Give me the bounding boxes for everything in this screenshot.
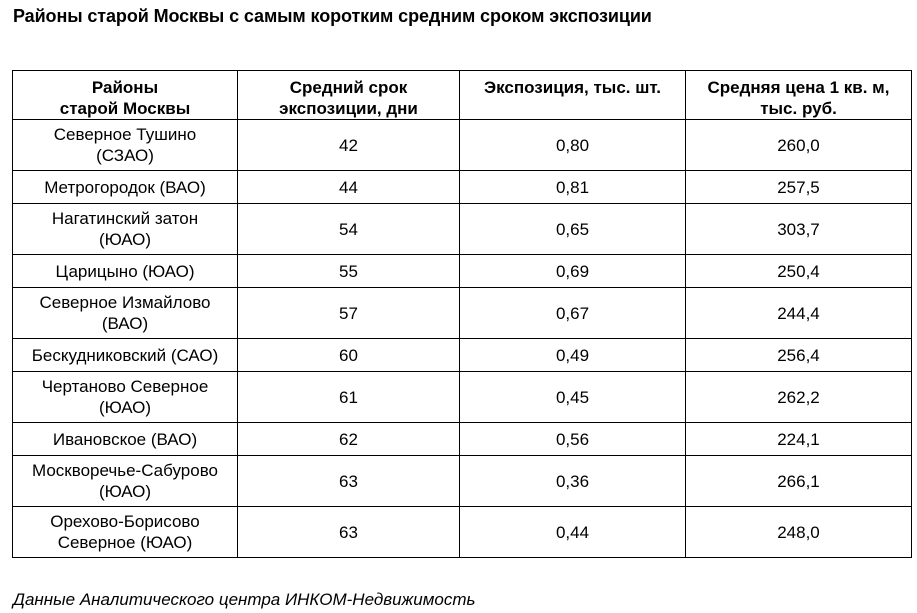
cell-days: 63: [238, 456, 460, 507]
district-line1: Северное Измайлово: [39, 293, 211, 312]
district-line2: (СЗАО): [96, 146, 154, 165]
table-row: [13, 423, 912, 456]
cell-price: 256,4: [686, 339, 912, 372]
cell-price: 248,0: [686, 507, 912, 558]
cell-days: 44: [238, 171, 460, 204]
district-line2: (ЮАО): [98, 398, 152, 417]
table-row: [13, 339, 912, 372]
header-price: [686, 71, 912, 120]
cell-price: 244,4: [686, 288, 912, 339]
header-exposure: [460, 71, 686, 120]
district-line2: (ЮАО): [98, 230, 152, 249]
cell-exposure: 0,44: [460, 507, 686, 558]
cell-days: 57: [238, 288, 460, 339]
header-price-line1: Средняя цена 1 кв. м,: [707, 78, 890, 97]
cell-days: 55: [238, 255, 460, 288]
cell-days: 42: [238, 120, 460, 171]
header-district-line2: старой Москвы: [59, 99, 191, 118]
table-row: [13, 255, 912, 288]
cell-exposure: 0,69: [460, 255, 686, 288]
district-line1: Чертаново Северное: [41, 377, 209, 396]
cell-exposure: 0,56: [460, 423, 686, 456]
header-days-line2: экспозиции, дни: [279, 99, 418, 118]
table-row: [13, 120, 912, 171]
cell-days: 62: [238, 423, 460, 456]
page-title: Районы старой Москвы с самым коротким средним сроком экспозиции: [13, 6, 652, 26]
cell-price: 262,2: [686, 372, 912, 423]
cell-price: 250,4: [686, 255, 912, 288]
header-days-line1: Средний срок: [289, 78, 408, 97]
district-line2: (ЮАО): [98, 482, 152, 501]
cell-district: [13, 204, 238, 255]
cell-days: 63: [238, 507, 460, 558]
table-row: [13, 204, 912, 255]
cell-exposure: 0,36: [460, 456, 686, 507]
cell-district: [13, 507, 238, 558]
header-days: [238, 71, 460, 120]
district-line1: Москворечье-Сабурово: [31, 461, 218, 480]
cell-exposure: 0,45: [460, 372, 686, 423]
district-line2: Северное (ЮАО): [57, 533, 193, 552]
table-row: [13, 456, 912, 507]
header-price-line2: тыс. руб.: [760, 99, 837, 118]
district-line1: Северное Тушино: [53, 125, 197, 144]
cell-district: [13, 456, 238, 507]
table-header-row: [13, 71, 912, 120]
header-district-line1: Районы: [91, 78, 159, 97]
cell-price: 257,5: [686, 171, 912, 204]
source-note: Данные Аналитического центра ИНКОМ-Недвижимость: [13, 590, 476, 609]
header-district: [13, 71, 238, 120]
data-table: [12, 70, 912, 558]
cell-district: Ивановское (ВАО): [13, 423, 238, 456]
table-row: [13, 171, 912, 204]
cell-price: 260,0: [686, 120, 912, 171]
cell-exposure: 0,65: [460, 204, 686, 255]
district-line1: Орехово-Борисово: [50, 512, 200, 531]
cell-days: 60: [238, 339, 460, 372]
cell-district: [13, 288, 238, 339]
table-row: [13, 372, 912, 423]
cell-price: 266,1: [686, 456, 912, 507]
cell-days: 54: [238, 204, 460, 255]
cell-exposure: 0,67: [460, 288, 686, 339]
cell-price: 224,1: [686, 423, 912, 456]
cell-exposure: 0,81: [460, 171, 686, 204]
cell-district: Бескудниковский (САО): [13, 339, 238, 372]
cell-district: Метрогородок (ВАО): [13, 171, 238, 204]
table-row: [13, 288, 912, 339]
table-row: [13, 507, 912, 558]
district-line1: Нагатинский затон: [51, 209, 199, 228]
cell-district: [13, 120, 238, 171]
cell-days: 61: [238, 372, 460, 423]
cell-district: [13, 372, 238, 423]
cell-district: Царицыно (ЮАО): [13, 255, 238, 288]
district-line2: (ВАО): [101, 314, 149, 333]
cell-exposure: 0,49: [460, 339, 686, 372]
header-exposure-line1: Экспозиция, тыс. шт.: [484, 78, 661, 97]
cell-price: 303,7: [686, 204, 912, 255]
cell-exposure: 0,80: [460, 120, 686, 171]
